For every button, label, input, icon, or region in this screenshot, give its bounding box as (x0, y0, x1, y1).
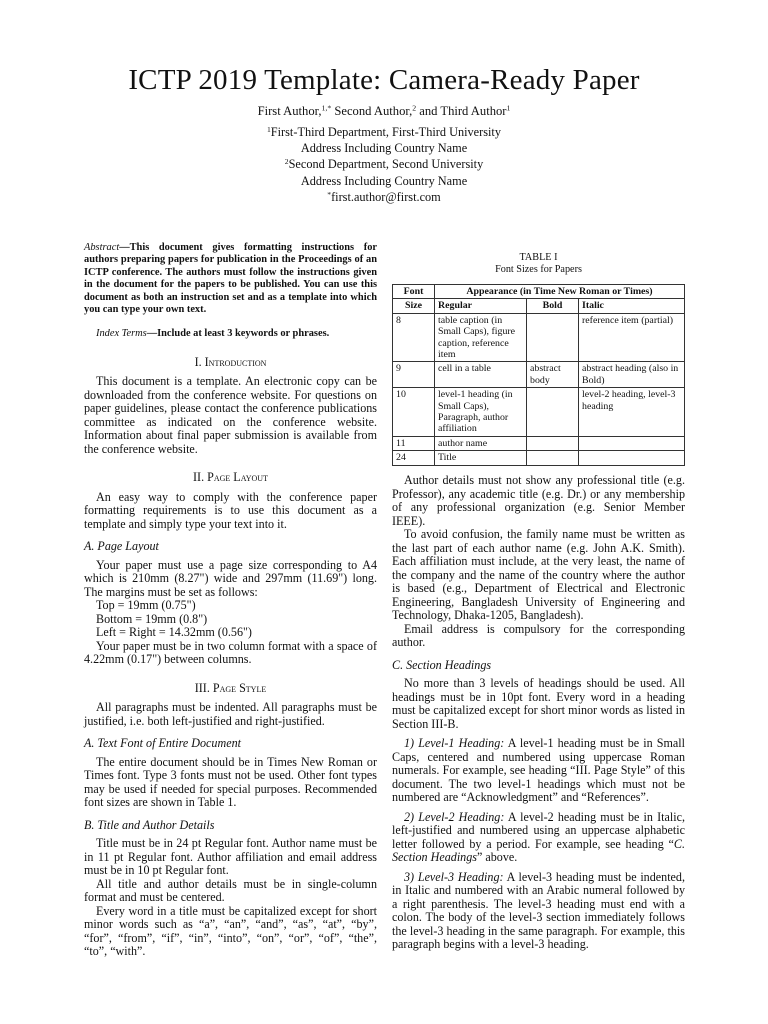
table-row (393, 362, 685, 388)
table-font-sizes (392, 252, 685, 466)
table-header-row (393, 285, 685, 299)
table-cell: level-2 heading, level-3 heading (579, 388, 685, 437)
table-label: TABLE I (519, 252, 558, 263)
affiliation-text: First-Third Department, First-Third University (270, 125, 501, 139)
header-cell-appearance: Appearance (in Time New Roman or Times) (435, 285, 685, 299)
level-1-heading-paragraph (392, 737, 685, 805)
level-2-heading-paragraph (392, 811, 685, 865)
table-cell: abstract body (527, 362, 579, 388)
paragraph: Your paper must use a page size corresponding to A4 which is 210mm (8.27") wide and 297mm (11.69") long. The margins must be set as follows: (84, 557, 377, 599)
right-column (392, 474, 685, 952)
paragraph-text: A level-2 heading must be in Italic, left-justified and numbered using an uppercase alphabetic letter followed by a period. For example, see heading “ (392, 809, 685, 851)
section-heading-page-style: III. Page Style (194, 680, 267, 695)
affiliation-superscript: 1 (266, 124, 271, 134)
paragraph: Title must be in 24 pt Regular font. Author name must be in 11 pt Regular font. Author affiliation and email address must be in 10 pt Regular font. (84, 836, 377, 878)
table-cell (527, 388, 579, 437)
author-name: and Third Author (416, 104, 507, 118)
email-superscript: * (327, 189, 332, 199)
subsection-heading: B. Title and Author Details (84, 817, 215, 832)
paragraph-text: A level-1 heading must be in Small Caps, centered and numbered using uppercase Roman numerals. For example, see heading “III. Page Style” of this document. The two level-1 headings which must not be numbered are “Acknowledgment” and “References”. (392, 736, 685, 804)
affiliation-text: Second Department, Second University (288, 157, 484, 172)
font-size-table (392, 284, 685, 466)
table-row (393, 436, 685, 450)
level-3-heading-paragraph (392, 871, 685, 952)
left-column (84, 238, 377, 959)
table-row (393, 313, 685, 362)
table-cell (579, 436, 685, 450)
subsection-heading: A. Page Layout (84, 539, 159, 554)
table-caption: Font Sizes for Papers (495, 264, 582, 275)
paragraph: Author details must not show any professional title (e.g. Professor), any academic title (e.g. Dr.) or any membership of any professional organization (e.g. Senior Member IEEE). (392, 473, 685, 528)
table-cell (527, 313, 579, 362)
margin-left-right: Left = Right = 14.32mm (0.56") (96, 625, 252, 640)
affiliation-2-line-1 (0, 156, 768, 172)
table-cell: 9 (393, 362, 435, 388)
header-cell-bold: Bold (527, 299, 579, 313)
paragraph: The entire document should be in Times New Roman or Times font. Type 3 fonts must not be used. Other font types may be used if needed for special purposes. Recommended font sizes are shown in Table 1. (84, 754, 377, 810)
table-cell: abstract heading (also in Bold) (579, 362, 685, 388)
paragraph: All title and author details must be in single-column format and must be centered. (84, 876, 377, 905)
affiliation-1-line-2: Address Including Country Name (300, 141, 468, 156)
abstract-text: —This document gives formatting instructions for authors preparing papers for publication in the Proceedings of an ICTP conference. The authors must follow the instructions given in the document for the papers to be published. You can use this document as both an instruction set and as a template into which you can type your own text. (84, 242, 377, 316)
email-text: first.author@first.com (331, 189, 441, 204)
table-cell (579, 451, 685, 465)
author-name: Second Author, (331, 104, 413, 118)
header-cell-regular: Regular (435, 299, 527, 313)
affiliations (0, 124, 768, 205)
paragraph: No more than 3 levels of headings should be used. All headings must be in 10pt font. Every word in a heading must be capitalized except for short minor words as listed in Section III-B. (392, 676, 685, 731)
header-cell-font: Font (393, 285, 435, 299)
margin-top: Top = 19mm (0.75") (96, 598, 196, 613)
section-heading-page-layout: II. Page Layout (193, 470, 268, 485)
table-cell: 10 (393, 388, 435, 437)
paragraph: Email address is compulsory for the corresponding author. (392, 621, 685, 649)
section-heading-introduction: I. Introduction (194, 354, 267, 369)
table-cell: 11 (393, 436, 435, 450)
affiliation-superscript: 2 (284, 157, 289, 167)
paragraph: To avoid confusion, the family name must be written as the last part of each author name (e.g. John A.K. Smith). Each affiliation must include, at the very least, the name of the company and the name of the country where the author is based (e.g., Department of Electrical and Electronic Engineering, Bangladesh University of Engineering and Technology, Dhaka-1205, Bangladesh). (392, 527, 685, 622)
author-email (0, 189, 768, 205)
level-3-heading-label: 3) Level-3 Heading: (404, 869, 504, 884)
paragraph: This document is a template. An electronic copy can be downloaded from the conference website. For questions on paper guidelines, please contact the conference publications committee as indicated on the conference website. Information about final paper submission is available from the conference website. (84, 374, 377, 456)
subsection-heading: C. Section Headings (392, 657, 492, 672)
level-3-heading-label: 2) Level-2 Heading: (404, 809, 505, 824)
table-cell: author name (435, 436, 527, 450)
paragraph: Every word in a title must be capitalized except for short minor words such as “a”, “an”, “and”, “as”, “at”, “by”, “for”, “from”, “if”, “in”, “into”, “on”, “or”, “of”, “the”, “to”, “with”. (84, 903, 377, 959)
table-cell: Title (435, 451, 527, 465)
index-terms-text: —Include at least 3 keywords or phrases. (146, 328, 330, 340)
abstract-label: Abstract (84, 242, 120, 253)
affiliation-1-line-1 (0, 124, 768, 140)
header-cell-size: Size (393, 299, 435, 313)
level-3-heading-label: 1) Level-1 Heading: (404, 736, 505, 750)
paragraph: All paragraphs must be indented. All paragraphs must be justified, i.e. both left-justified and right-justified. (84, 700, 377, 728)
table-cell (527, 436, 579, 450)
author-superscript: 2 (412, 103, 417, 113)
index-terms (84, 327, 377, 341)
table-cell: cell in a table (435, 362, 527, 388)
paragraph: Your paper must be in two column format with a space of 4.22mm (0.17") between columns. (84, 638, 377, 667)
margin-bottom: Bottom = 19mm (0.8") (96, 611, 208, 626)
author-superscript: 1 (506, 103, 511, 113)
author-list (0, 104, 768, 119)
table-cell (527, 451, 579, 465)
header-cell-italic: Italic (579, 299, 685, 313)
affiliation-2-line-2: Address Including Country Name (300, 173, 468, 188)
abstract (84, 242, 377, 316)
table-cell: table caption (in Small Caps), figure caption, reference item (435, 313, 527, 362)
table-cell: 24 (393, 451, 435, 465)
table-cell: 8 (393, 313, 435, 362)
table-row (393, 451, 685, 465)
paper-title: ICTP 2019 Template: Camera-Ready Paper (128, 64, 640, 96)
table-cell: level-1 heading (in Small Caps), Paragraph, author affiliation (435, 388, 527, 437)
table-row (393, 388, 685, 437)
paragraph-text: A level-3 heading must be indented, in Italic and numbered with an Arabic numeral followed by a right parenthesis. The level-3 heading must end with a colon. The body of the level-3 section immediately follows the level-3 heading in the same paragraph. For example, this paragraph begins with a level-3 heading. (392, 869, 685, 951)
author-superscript: 1,* (321, 103, 332, 113)
index-terms-label: Index Terms (96, 328, 147, 340)
author-name: First Author, (257, 104, 322, 118)
table-cell: reference item (partial) (579, 313, 685, 362)
table-header-row (393, 299, 685, 313)
paragraph: An easy way to comply with the conference paper formatting requirements is to use this document as a template and simply type your text into it. (84, 489, 377, 531)
paragraph-text: ” above. (476, 850, 518, 864)
paragraph-emphasis: C. Section Headings (392, 836, 685, 864)
subsection-heading: A. Text Font of Entire Document (84, 736, 241, 751)
